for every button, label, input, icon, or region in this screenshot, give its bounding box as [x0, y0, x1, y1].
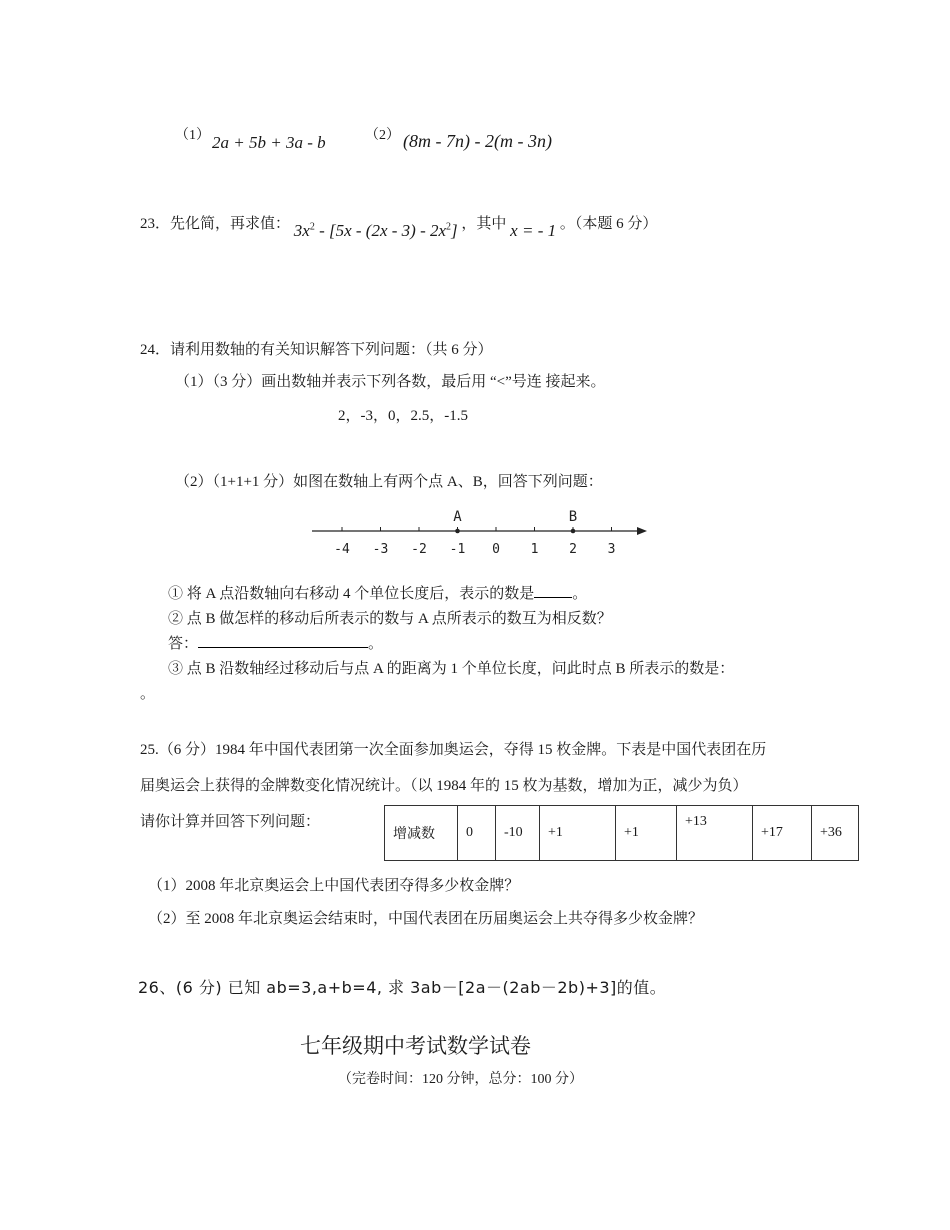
tick-label: 3 [607, 542, 616, 557]
q22-part2-expression: (8m - 7n) - 2(m - 3n) [403, 131, 552, 151]
table-header-cell: 增减数 [385, 806, 458, 861]
q24-part1: （1）（3 分）画出数轴并表示下列各数，最后用 “<”号连 接起来。 [175, 374, 606, 390]
q23-prefix: 23．先化简，再求值： [140, 216, 291, 232]
q25-line1: 25.（6 分）1984 年中国代表团第一次全面参加奥运会，夺得 15 枚金牌。下表是中国代表团在历 [140, 742, 767, 758]
q23-expression: $3x^2 - [5x - (2x - 3) - 2x^2]$ [293, 221, 458, 240]
q23-suffix: 。（本题 6 分） [559, 216, 658, 232]
exam-title: 七年级期中考试数学试卷 [300, 1034, 531, 1058]
medal-change-table [384, 805, 859, 861]
table-cell: +36 [812, 806, 859, 861]
table-cell: 0 [458, 806, 496, 861]
q22-part1-label: （1） [175, 128, 210, 143]
q25-part1: （1）2008 年北京奥运会上中国代表团夺得多少枚金牌？ [148, 878, 520, 894]
tick-label: -4 [334, 542, 350, 557]
q25-line3: 请你计算并回答下列问题： [140, 814, 321, 830]
q23-condition: x = - 1 [510, 221, 557, 240]
answer-blank-1[interactable] [534, 583, 572, 598]
number-line-figure [306, 500, 652, 562]
tick-label: 0 [492, 542, 500, 557]
q24-heading: 24．请利用数轴的有关知识解答下列问题：（共 6 分） [140, 342, 493, 358]
tick-label: -3 [372, 542, 389, 557]
q22-part1-expression: 2a + 5b + 3a - b [212, 133, 326, 152]
tick-label: 2 [569, 542, 577, 557]
q26-text: 26、(6 分) 已知 ab=3,a+b=4, 求 3ab－[2a－(2ab－2b)+3]的值。 [138, 978, 667, 997]
q25-line2: 届奥运会上获得的金牌数变化情况统计。（以 1984 年的 15 枚为基数，增加为正，减少为负） [140, 778, 748, 794]
q24-answer-line: 答： 。 [168, 632, 383, 653]
q24-subq3-tail: 。 [140, 686, 156, 702]
q23-mid: ，其中 [461, 216, 507, 232]
point-a-label: A [453, 509, 462, 525]
q24-subq1: ① 将 A 点沿数轴向右移动 4 个单位长度后，表示的数是 。 [168, 582, 587, 603]
q24-subq2: ② 点 B 做怎样的移动后所表示的数与 A 点所表示的数互为相反数？ [168, 611, 612, 627]
q23-line [140, 212, 658, 240]
number-line-arrow [637, 527, 647, 535]
table-cell: +1 [616, 806, 677, 861]
point-a-dot [455, 529, 460, 534]
table-cell: +17 [753, 806, 812, 861]
answer-blank-2[interactable] [198, 633, 368, 648]
q24-number-list: 2，-3，0，2.5，-1.5 [338, 408, 468, 424]
table-cell: +13 [677, 806, 753, 861]
exam-subtitle: （完卷时间：120 分钟，总分：100 分） [338, 1072, 583, 1087]
tick-label: 1 [530, 542, 539, 557]
q24-part2: （2）（1+1+1 分）如图在数轴上有两个点 A、B，回答下列问题： [175, 474, 603, 490]
tick-label: -1 [449, 542, 466, 557]
tick-label: -2 [411, 542, 427, 557]
q24-subq3: ③ 点 B 沿数轴经过移动后与点 A 的距离为 1 个单位长度，问此时点 B 所表示的数是： [168, 661, 735, 677]
table-row [385, 806, 859, 861]
q25-part2: （2）至 2008 年北京奥运会结束时，中国代表团在历届奥运会上共夺得多少枚金牌？ [148, 911, 704, 927]
point-b-dot [571, 529, 576, 534]
table-cell: +1 [540, 806, 616, 861]
point-b-label: B [568, 509, 578, 525]
q22-part2-label: （2） [365, 128, 400, 143]
table-cell: -10 [496, 806, 540, 861]
